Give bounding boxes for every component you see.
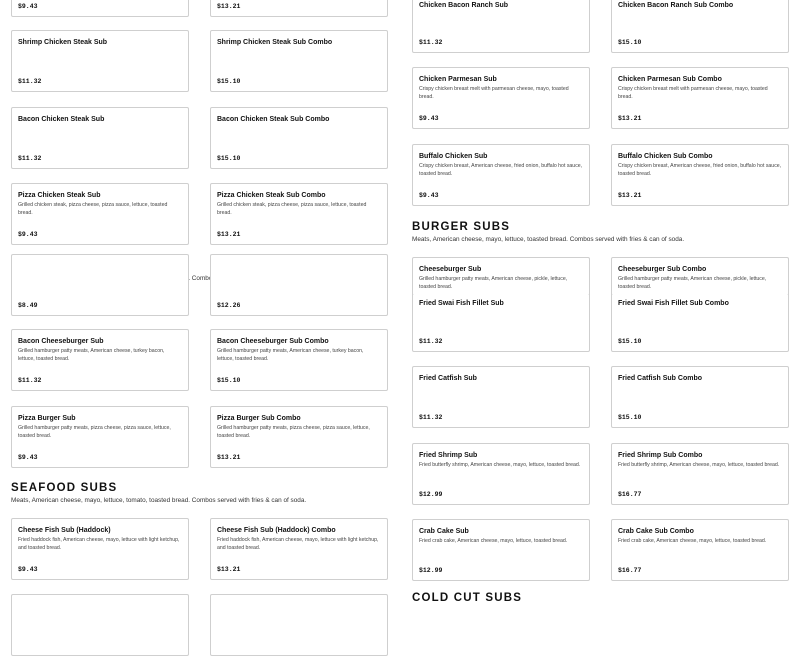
section-burger-subs [412, 221, 792, 244]
item-price: $13.21 [217, 231, 241, 238]
item-name: Bacon Chicken Steak Sub [18, 116, 105, 123]
item-name: Crab Cake Sub [419, 528, 469, 535]
item-description: Grilled hamburger patty meats, American cheese, pickle, lettuce, toasted bread. [419, 276, 568, 290]
section-subtitle: Combos [191, 275, 216, 282]
section-subtitle: Meats, American cheese, mayo, lettuce, toasted bread. Combos served with fries & can of soda. [412, 236, 685, 243]
item-price: $15.10 [217, 377, 241, 384]
item-price: $13.21 [217, 566, 241, 573]
section-cold-cut-subs-title: COLD CUT SUBS [412, 592, 523, 604]
item-price: $12.99 [419, 491, 443, 498]
menu-item-card[interactable] [611, 257, 789, 295]
item-description: Fried butterfly shrimp, American cheese, mayo, lettuce, toasted bread. [419, 462, 581, 468]
item-name: Fried Shrimp Sub [419, 452, 478, 459]
item-price: $11.32 [419, 39, 443, 46]
item-price: $8.49 [18, 302, 38, 309]
item-price: $11.32 [18, 155, 42, 162]
item-price: $15.10 [217, 78, 241, 85]
item-description: Grilled chicken steak, pizza cheese, pizza sauce, lettuce, toasted bread. [18, 202, 168, 216]
item-description: Crispy chicken breast melt with parmesan cheese, mayo, toasted bread. [618, 86, 768, 100]
item-name: Cheeseburger Sub Combo [618, 266, 707, 273]
item-price: $13.21 [217, 454, 241, 461]
item-name: Buffalo Chicken Sub Combo [618, 153, 713, 160]
menu-item-card[interactable] [412, 257, 590, 295]
item-name: Pizza Chicken Steak Sub Combo [217, 192, 326, 199]
menu-item-card[interactable] [611, 0, 789, 53]
item-description: Fried haddock fish, American cheese, mayo, lettuce with light ketchup, and toasted bread. [217, 537, 379, 551]
item-price: $16.77 [618, 567, 642, 574]
item-price: $11.32 [419, 414, 443, 421]
menu-item-card[interactable] [611, 67, 789, 129]
item-name: Fried Catfish Sub Combo [618, 375, 702, 382]
item-name: Crab Cake Sub Combo [618, 528, 694, 535]
menu-item-card[interactable] [11, 518, 189, 580]
item-name: Fried Shrimp Sub Combo [618, 452, 703, 459]
menu-item-card[interactable] [11, 329, 189, 391]
item-price: $12.99 [419, 567, 443, 574]
item-description: Grilled hamburger patty meats, American cheese, turkey bacon, lettuce, toasted bread. [18, 348, 165, 362]
menu-item-card[interactable] [611, 144, 789, 206]
item-description: Fried haddock fish, American cheese, mayo, lettuce with light ketchup, and toasted bread. [18, 537, 180, 551]
item-description: Grilled hamburger patty meats, pizza cheese, pizza sauce, lettuce, toasted bread. [217, 425, 370, 439]
item-description: Fried crab cake, American cheese, mayo, lettuce, toasted bread. [618, 538, 767, 544]
item-name: Chicken Bacon Ranch Sub Combo [618, 2, 734, 9]
menu-item-card[interactable] [412, 67, 590, 129]
item-price: $15.10 [217, 155, 241, 162]
item-price: $9.43 [18, 566, 38, 573]
menu-item-card[interactable] [11, 107, 189, 169]
item-name: Bacon Cheeseburger Sub Combo [217, 338, 329, 345]
item-price: $11.32 [18, 377, 42, 384]
item-price: $9.43 [18, 454, 38, 461]
item-price: $15.10 [618, 414, 642, 421]
item-description: Crispy chicken breast melt with parmesan cheese, mayo, toasted bread. [419, 86, 569, 100]
item-name: Cheeseburger Sub [419, 266, 482, 273]
item-price: $9.43 [419, 115, 439, 122]
item-name: Fried Swai Fish Fillet Sub Combo [618, 300, 729, 307]
menu-item-card[interactable] [210, 329, 388, 391]
item-name: Chicken Bacon Ranch Sub [419, 2, 509, 9]
section-title: BURGER SUBS [412, 221, 511, 233]
item-price: $12.26 [217, 302, 241, 309]
item-description: Fried crab cake, American cheese, mayo, lettuce, toasted bread. [419, 538, 568, 544]
item-description: Grilled hamburger patty meats, pizza cheese, pizza sauce, lettuce, toasted bread. [18, 425, 171, 439]
section-title: SEAFOOD SUBS [11, 482, 118, 494]
menu-item-card[interactable] [210, 183, 388, 245]
item-name: Pizza Burger Sub Combo [217, 415, 301, 422]
item-name: Bacon Cheeseburger Sub [18, 338, 104, 345]
menu-item-card[interactable] [412, 144, 590, 206]
menu-item-card[interactable] [611, 443, 789, 505]
menu-item-card[interactable] [11, 0, 189, 17]
section-subtitle: Meats, American cheese, mayo, lettuce, tomato, toasted bread. Combos served with fries & can of soda. [11, 497, 307, 504]
menu-item-card[interactable] [11, 254, 189, 316]
item-price: $15.10 [618, 39, 642, 46]
item-price: $9.43 [419, 192, 439, 199]
item-price: $11.32 [18, 78, 42, 85]
menu-item-card[interactable] [11, 594, 189, 656]
menu-item-card[interactable] [611, 519, 789, 581]
section-seafood-subs [11, 482, 391, 505]
menu-item-card[interactable] [210, 594, 388, 656]
item-price: $9.43 [18, 3, 38, 10]
menu-item-card[interactable] [210, 0, 388, 17]
item-price: $16.77 [618, 491, 642, 498]
item-price: $13.21 [618, 192, 642, 199]
item-name: Fried Swai Fish Fillet Sub [419, 300, 504, 307]
item-name: Shrimp Chicken Steak Sub [18, 39, 108, 46]
item-name: Shrimp Chicken Steak Sub Combo [217, 39, 333, 46]
item-description: Grilled chicken steak, pizza cheese, pizza sauce, lettuce, toasted bread. [217, 202, 367, 216]
menu-item-card[interactable] [412, 366, 590, 428]
item-price: $11.32 [419, 338, 443, 345]
item-price: $15.10 [618, 338, 642, 345]
menu-item-card[interactable] [11, 406, 189, 468]
item-description: Grilled hamburger patty meats, American cheese, pickle, lettuce, toasted bread. [618, 276, 767, 290]
item-description: Grilled hamburger patty meats, American cheese, turkey bacon, lettuce, toasted bread. [217, 348, 364, 362]
item-name: Buffalo Chicken Sub [419, 153, 488, 160]
item-name: Chicken Parmesan Sub Combo [618, 76, 722, 83]
item-description: Crispy chicken breast, American cheese, fried onion, buffalo hot sauce, toasted bread. [618, 163, 782, 177]
menu-item-card[interactable] [11, 183, 189, 245]
menu-item-card[interactable] [210, 518, 388, 580]
item-price: $9.43 [18, 231, 38, 238]
menu-item-card[interactable] [210, 30, 388, 92]
menu-item-card[interactable] [412, 519, 590, 581]
menu-item-card[interactable] [412, 443, 590, 505]
item-price: $13.21 [618, 115, 642, 122]
menu-item-card[interactable] [611, 366, 789, 428]
item-name: Chicken Parmesan Sub [419, 76, 497, 83]
item-name: Pizza Burger Sub [18, 415, 76, 422]
item-name: Bacon Chicken Steak Sub Combo [217, 116, 330, 123]
item-description: Fried butterfly shrimp, American cheese, mayo, lettuce, toasted bread. [618, 462, 780, 468]
item-name: Fried Catfish Sub [419, 375, 477, 382]
item-price: $13.21 [217, 3, 241, 10]
item-name: Cheese Fish Sub (Haddock) [18, 527, 111, 534]
item-name: Pizza Chicken Steak Sub [18, 192, 101, 199]
item-name: Cheese Fish Sub (Haddock) Combo [217, 527, 336, 534]
menu-item-card[interactable] [210, 254, 388, 316]
menu-item-card[interactable] [412, 0, 590, 53]
item-description: Crispy chicken breast, American cheese, fried onion, buffalo hot sauce, toasted bread. [419, 163, 583, 177]
menu-item-card[interactable] [210, 107, 388, 169]
menu-item-card[interactable] [11, 30, 189, 92]
menu-item-card[interactable] [412, 290, 590, 352]
menu-item-card[interactable] [611, 290, 789, 352]
menu-item-card[interactable] [210, 406, 388, 468]
